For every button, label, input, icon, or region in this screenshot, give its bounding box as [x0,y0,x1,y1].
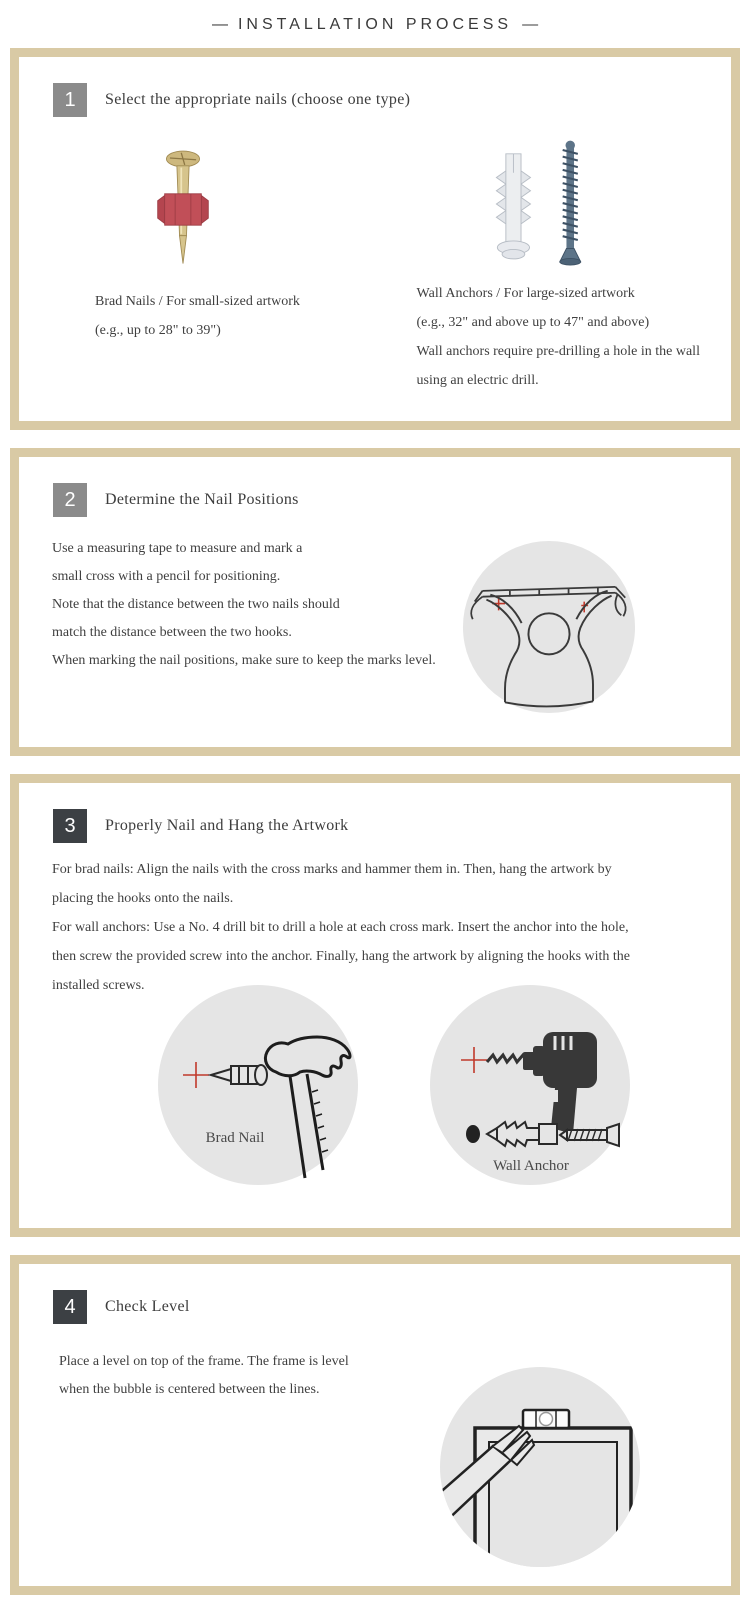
step3-header [53,809,731,843]
step2-header [53,483,731,517]
brad-nail-column [19,133,347,421]
caption-line: Wall Anchors / For large-sized artwork [416,286,635,301]
instruction-line: Note that the distance between the two nails should [52,597,340,612]
page-title-text: INSTALLATION PROCESS [237,16,513,33]
step4-card [10,1255,740,1595]
brad-nail-photo [135,137,231,275]
wall-anchor-column [347,133,731,421]
brad-nail-caption [19,287,347,371]
caption-line: Wall anchors require pre-drilling a hole in the wall [416,344,700,359]
instruction-line: then screw the provided screw into the anchor. Finally, hang the artwork by aligning the hooks with the [52,949,631,964]
instruction-line: when the bubble is centered between the lines. [59,1382,320,1397]
page-title [0,0,750,48]
brad-nail-hammer-illustration [155,982,361,1188]
instruction-line: When marking the nail positions, make sure to keep the marks level. [52,653,436,668]
instruction-line: Place a level on top of the frame. The frame is level [59,1354,349,1369]
instruction-line: small cross with a pencil for positioning. [52,569,281,584]
step3-number-badge: 3 [53,809,87,843]
step1-header [53,83,731,117]
wall-anchor-circle-label: Wall Anchor [493,1158,569,1174]
caption-line: using an electric drill. [416,373,539,388]
step3-instructions [52,855,698,1000]
step4-title: Check Level [105,1298,190,1315]
title-right-dash: — [522,16,539,33]
step2-card [10,448,740,756]
wall-anchor-photo [476,133,602,275]
step2-title: Determine the Nail Positions [105,491,299,508]
step3-card [10,774,740,1237]
instruction-line: For wall anchors: Use a No. 4 drill bit to drill a hole at each cross mark. Insert the anchor into the hole, [52,920,629,935]
instruction-line: placing the hooks onto the nails. [52,891,234,906]
step2-number-badge: 2 [53,483,87,517]
step1-card [10,48,740,430]
step3-title: Properly Nail and Hang the Artwork [105,817,349,834]
wall-anchor-drill-illustration [427,982,633,1188]
instruction-line: match the distance between the two hooks. [52,625,292,640]
brad-nail-circle-label: Brad Nail [205,1130,265,1146]
step4-instructions [59,1348,731,1404]
step4-header [53,1290,731,1324]
step4-number-badge: 4 [53,1290,87,1324]
instruction-line: installed screws. [52,978,145,993]
step1-number-badge: 1 [53,83,87,117]
step2-instructions [52,535,731,675]
caption-line: (e.g., up to 28" to 39") [95,323,221,338]
instruction-line: For brad nails: Align the nails with the cross marks and hammer them in. Then, hang the artwork by [52,862,612,877]
step1-title: Select the appropriate nails (choose one type) [105,91,411,108]
caption-line: Brad Nails / For small-sized artwork [95,294,300,309]
title-left-dash: — [211,16,228,33]
instruction-line: Use a measuring tape to measure and mark a [52,541,303,556]
wall-anchor-caption [347,279,731,421]
caption-line: (e.g., 32" and above up to 47" and above) [416,315,650,330]
